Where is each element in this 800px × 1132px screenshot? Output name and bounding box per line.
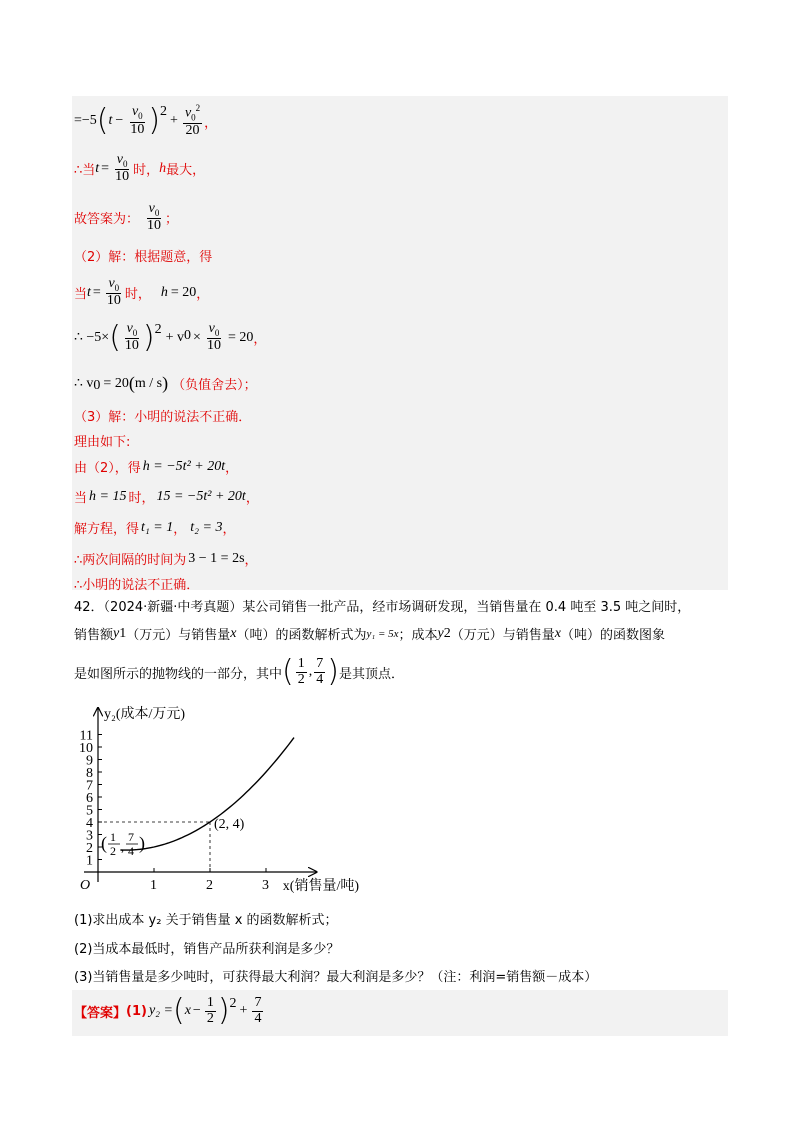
solution-line-10: 由（2），得 h = −5t² + 20t ， xyxy=(74,458,239,476)
y-tick-label: 5 xyxy=(86,803,93,819)
vertex-comma: , xyxy=(121,840,124,854)
question-line-3: 是如图所示的抛物线的一部分，其中 ( $\frac{1}{2}$ , $\frac{7}{4}$ ) 是其顶点． xyxy=(74,654,404,690)
sub-question-3: (3)当销售量是多少吨时，可获得最大利润？最大利润是多少？（注：利润=销售额－成本） xyxy=(74,970,598,985)
vertex-den1: 2 xyxy=(110,844,116,858)
y-tick-label: 4 xyxy=(86,816,93,831)
solution-line-9: 理由如下: xyxy=(74,435,131,450)
y-tick-label: 1 xyxy=(86,853,93,869)
cost-parabola-chart xyxy=(70,700,400,910)
answer-line: 【答案】 (1) y₂ = ( x − $\frac{1}{2}$ ) 2 + $\frac{7}{4}$ xyxy=(74,993,262,1029)
x-tick-label: 2 xyxy=(206,878,213,893)
sub-question-1: (1)求出成本 y₂ 关于销售量 x 的函数解析式； xyxy=(74,913,338,928)
sub-question-2: (2)当成本最低时，销售产品所获利润是多少？ xyxy=(74,942,340,957)
solution-line-11: 当 h = 15 时， 15 = −5t² + 20t ， xyxy=(74,488,259,506)
y-tick-label: 3 xyxy=(86,828,93,844)
solution-line-6: ∴ −5× ( $\frac{v_0}{10}$ ) 2 + v 0 × $\frac{v_0}{10}$ = 20 ， xyxy=(74,319,267,355)
y-tick-label: 10 xyxy=(79,741,93,756)
x-axis-label: x(销售量/吨) xyxy=(282,879,360,894)
vertex-num2: 7 xyxy=(128,830,134,844)
question-line-2: 销售额 y 1 （万元）与销售量 x （吨）的函数解析式为 y₁ = 5x ；成本 y 2 （万元）与销售量 x （吨）的函数图象 xyxy=(74,625,665,643)
question-line-1: 42．（2024·新疆·中考真题）某公司销售一批产品，经市场调研发现，当销售量在 0.4 吨至 3.5 吨之间时， xyxy=(74,600,691,615)
solution-line-3: 故答案为： $\frac{v_0}{10}$ ； xyxy=(74,201,179,234)
paren-open: ( xyxy=(96,103,109,139)
y-axis-label: y₂(成本/万元) xyxy=(104,707,186,722)
paren-close: ) xyxy=(148,103,161,139)
solution-line-4: （2）解：根据题意，得 xyxy=(74,250,213,265)
fraction-v0sq-20: $\frac{v_0^2}{20}$ xyxy=(184,103,201,138)
x-tick-label: 1 xyxy=(150,878,157,893)
parabola-curve xyxy=(120,738,294,851)
solution-line-12: 解方程，得 t₁ = 1 ， t₂ = 3 ， xyxy=(74,519,236,537)
y-tick-label: 6 xyxy=(86,791,93,806)
vertex-paren-open: ( xyxy=(101,833,107,853)
y-tick-label: 11 xyxy=(79,728,93,744)
vertex-num1: 1 xyxy=(110,830,116,844)
y-tick-label: 9 xyxy=(86,753,93,769)
vertex-den2: 4 xyxy=(128,844,134,858)
y-tick-label: 7 xyxy=(86,778,93,794)
solution-line-2: ∴当 t = $\frac{v_0}{10}$ 时， h 最大， xyxy=(74,152,206,185)
solution-line-14: ∴小明的说法不正确． xyxy=(74,578,200,593)
y-tick-label: 8 xyxy=(86,766,93,781)
y-tick-label: 2 xyxy=(86,841,93,856)
x-tick-label: 3 xyxy=(262,878,269,893)
point-label: (2, 4) xyxy=(214,817,245,832)
solution-line-5: 当 t = $\frac{v_0}{10}$ 时， h = 20 ， xyxy=(74,276,210,309)
solution-line-7: ∴ v 0 = 20 ( m / s ) （负值舍去）； xyxy=(74,373,257,393)
fraction-v0-10: $\frac{v_0}{10}$ xyxy=(130,104,145,137)
solution-line-1: =−5 ( t − $\frac{v_0}{10}$ ) 2 + $\frac{v_0^2}{20}$ ， xyxy=(74,103,218,139)
origin-label: O xyxy=(80,878,91,893)
vertex-paren-close: ) xyxy=(139,833,145,853)
solution-line-13: ∴两次间隔的时间为 3 − 1 = 2s ， xyxy=(74,550,258,568)
solution-line-8: （3）解：小明的说法不正确． xyxy=(74,410,252,425)
